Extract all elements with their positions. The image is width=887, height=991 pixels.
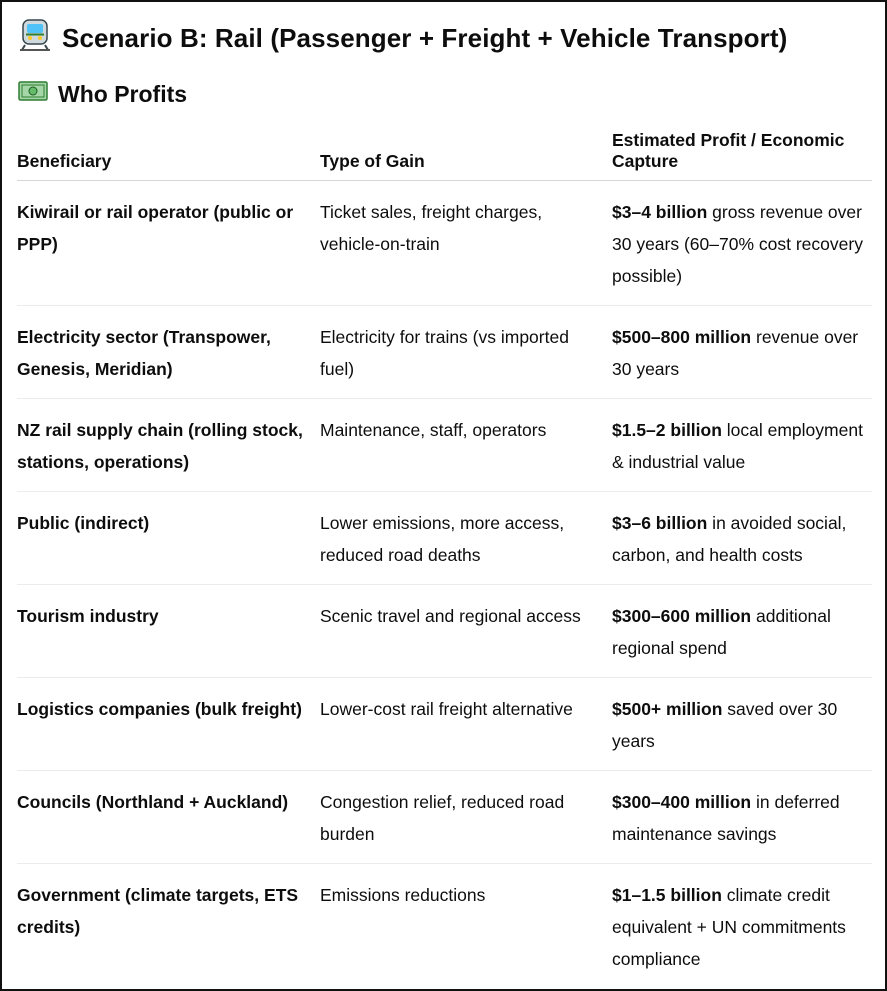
- table-header-row: [17, 126, 872, 181]
- table-row: [17, 399, 872, 492]
- profit-amount: $300–400 million: [612, 792, 752, 812]
- cell-gain: Scenic travel and regional access: [320, 585, 612, 678]
- table-row: [17, 864, 872, 989]
- header-estimated-profit: Estimated Profit / Economic Capture: [612, 126, 872, 181]
- profit-amount: $1.5–2 billion: [612, 420, 722, 440]
- cell-gain: Congestion relief, reduced road burden: [320, 771, 612, 864]
- cell-beneficiary: Councils (Northland + Auckland): [17, 771, 320, 864]
- section-heading: Who Profits: [58, 80, 188, 107]
- cell-beneficiary: Tourism industry: [17, 585, 320, 678]
- table-row: [17, 678, 872, 771]
- table-row: [17, 585, 872, 678]
- cell-beneficiary: Electricity sector (Transpower, Genesis, Meridian): [17, 306, 320, 399]
- cell-beneficiary: NZ rail supply chain (rolling stock, stations, operations): [17, 399, 320, 492]
- cell-beneficiary: Government (climate targets, ETS credits): [17, 885, 299, 937]
- profit-amount: $500+ million: [612, 699, 723, 719]
- table-row: [17, 771, 872, 864]
- page-title: Scenario B: Rail (Passenger + Freight + Vehicle Transport): [62, 23, 788, 53]
- profit-detail: climate credit equivalent + UN commitments compliance: [612, 885, 846, 969]
- train-icon: [18, 18, 52, 59]
- profit-amount: $3–6 billion: [612, 513, 708, 533]
- table-row: [17, 492, 872, 585]
- money-icon: [18, 80, 48, 108]
- cell-profit: [612, 306, 872, 399]
- cell-profit: [612, 399, 872, 492]
- cell-gain: Electricity for trains (vs imported fuel): [320, 306, 612, 399]
- cell-beneficiary: Public (indirect): [17, 492, 320, 585]
- cell-gain: Lower-cost rail freight alternative: [320, 678, 612, 771]
- profit-detail: additional regional spend: [612, 606, 831, 658]
- cell-gain: Maintenance, staff, operators: [320, 399, 612, 492]
- cell-profit: [612, 771, 872, 864]
- profit-amount: $1–1.5 billion: [612, 885, 722, 905]
- cell-beneficiary: Logistics companies (bulk freight): [17, 678, 320, 771]
- profit-amount: $500–800 million: [612, 327, 752, 347]
- section-heading-row: [18, 80, 187, 108]
- header-beneficiary: Beneficiary: [17, 126, 320, 181]
- cell-gain: Ticket sales, freight charges, vehicle-on-train: [320, 181, 612, 306]
- cell-gain: Emissions reductions: [320, 885, 486, 905]
- header-type-of-gain: Type of Gain: [320, 126, 612, 181]
- profit-detail: local employment & industrial value: [612, 420, 863, 472]
- profit-detail: gross revenue over 30 years (60–70% cost recovery possible): [612, 202, 863, 286]
- cell-profit: [612, 678, 872, 771]
- table-row: [17, 181, 872, 306]
- profit-detail: revenue over 30 years: [612, 327, 859, 379]
- profit-detail: in deferred maintenance savings: [612, 792, 840, 844]
- cell-gain: Lower emissions, more access, reduced road deaths: [320, 492, 612, 585]
- page-title-row: [18, 18, 787, 59]
- profit-amount: $3–4 billion: [612, 202, 708, 222]
- cell-profit: [612, 492, 872, 585]
- cell-beneficiary: Kiwirail or rail operator (public or PPP): [17, 181, 320, 306]
- cell-profit: [612, 585, 872, 678]
- profit-detail: in avoided social, carbon, and health costs: [612, 513, 847, 565]
- table-row: [17, 306, 872, 399]
- profit-amount: $300–600 million: [612, 606, 752, 626]
- cell-profit: [612, 181, 872, 306]
- profit-detail: saved over 30 years: [612, 699, 838, 751]
- profit-table: [17, 126, 872, 988]
- cell-profit: [612, 864, 872, 989]
